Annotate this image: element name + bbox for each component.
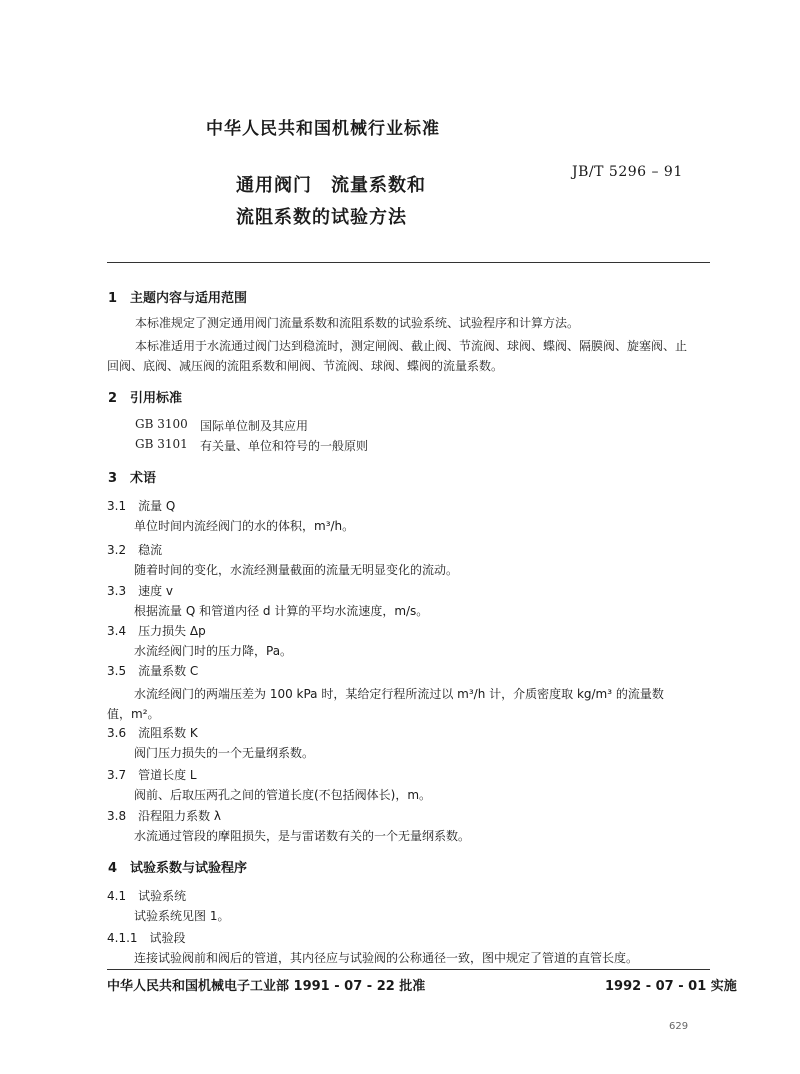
term-3-6-title: 3.6 流阻系数 K <box>107 726 198 740</box>
term-3-8-title: 3.8 沿程阻力系数 λ <box>107 809 222 823</box>
term-3-2-title: 3.2 稳流 <box>107 543 163 557</box>
clause-4-1-desc: 试验系统见图 1。 <box>134 909 230 923</box>
term-3-6-desc: 阀门压力损失的一个无量纲系数。 <box>134 746 315 760</box>
section-3-heading: 3 术语 <box>108 471 157 486</box>
reference-1-text: 国际单位制及其应用 <box>200 419 309 433</box>
clause-4-1-1-desc: 连接试验阀前和阀后的管道，其内径应与试验阀的公称通径一致，图中规定了管道的直管长度。 <box>134 951 639 965</box>
section-1-para-2-line-1: 本标准适用于水流通过阀门达到稳流时，测定闸阀、截止阀、节流阀、球阀、蝶阀、隔膜阀、旋塞阀、止 <box>135 339 688 353</box>
term-3-4-title: 3.4 压力损失 Δp <box>107 624 206 638</box>
term-3-5-desc-line-2: 值，m²。 <box>107 707 160 721</box>
title-line-2: 流阻系数的试验方法 <box>236 207 407 228</box>
term-3-3-title: 3.3 速度 v <box>107 584 174 598</box>
term-3-8-desc: 水流通过管段的摩阻损失，是与雷诺数有关的一个无量纲系数。 <box>134 829 471 843</box>
term-3-3-desc: 根据流量 Q 和管道内径 d 计算的平均水流速度，m/s。 <box>134 604 429 618</box>
page-number: 629 <box>669 1021 689 1032</box>
term-3-5-title: 3.5 流量系数 C <box>107 664 199 678</box>
reference-2-text: 有关量、单位和符号的一般原则 <box>200 439 369 453</box>
standard-number: JB/T 5296 – 91 <box>572 164 683 180</box>
effective-date: 1992 - 07 - 01 实施 <box>605 979 737 994</box>
clause-4-1-title: 4.1 试验系统 <box>107 889 187 903</box>
term-3-1-title: 3.1 流量 Q <box>107 499 176 513</box>
term-3-4-desc: 水流经阀门时的压力降，Pa。 <box>134 644 293 658</box>
term-3-7-desc: 阀前、后取压两孔之间的管道长度(不包括阀体长)，m。 <box>134 788 432 802</box>
reference-2-code: GB 3101 <box>135 437 188 451</box>
section-2-heading: 2 引用标准 <box>108 391 183 406</box>
term-3-1-desc: 单位时间内流经阀门的水的体积，m³/h。 <box>134 519 355 533</box>
clause-4-1-1-title: 4.1.1 试验段 <box>107 931 186 945</box>
header-rule <box>107 262 710 263</box>
section-1-para-1: 本标准规定了测定通用阀门流量系数和流阻系数的试验系统、试验程序和计算方法。 <box>135 316 580 330</box>
approval-note: 中华人民共和国机械电子工业部 1991 - 07 - 22 批准 <box>107 979 426 994</box>
section-4-heading: 4 试验系数与试验程序 <box>108 861 248 876</box>
title-line-1: 通用阀门 流量系数和 <box>236 175 426 196</box>
section-1-heading: 1 主题内容与适用范围 <box>108 291 248 306</box>
org-name: 中华人民共和国机械行业标准 <box>206 119 440 139</box>
reference-1-code: GB 3100 <box>135 417 188 431</box>
footer-rule <box>107 969 710 970</box>
term-3-5-desc-line-1: 水流经阀门的两端压差为 100 kPa 时，某给定行程所流过以 m³/h 计，介质密度取 kg/m³ 的流量数 <box>134 687 664 701</box>
term-3-2-desc: 随着时间的变化，水流经测量截面的流量无明显变化的流动。 <box>134 563 459 577</box>
section-1-para-2-line-2: 回阀、底阀、减压阀的流阻系数和闸阀、节流阀、球阀、蝶阀的流量系数。 <box>107 359 504 373</box>
term-3-7-title: 3.7 管道长度 L <box>107 768 197 782</box>
